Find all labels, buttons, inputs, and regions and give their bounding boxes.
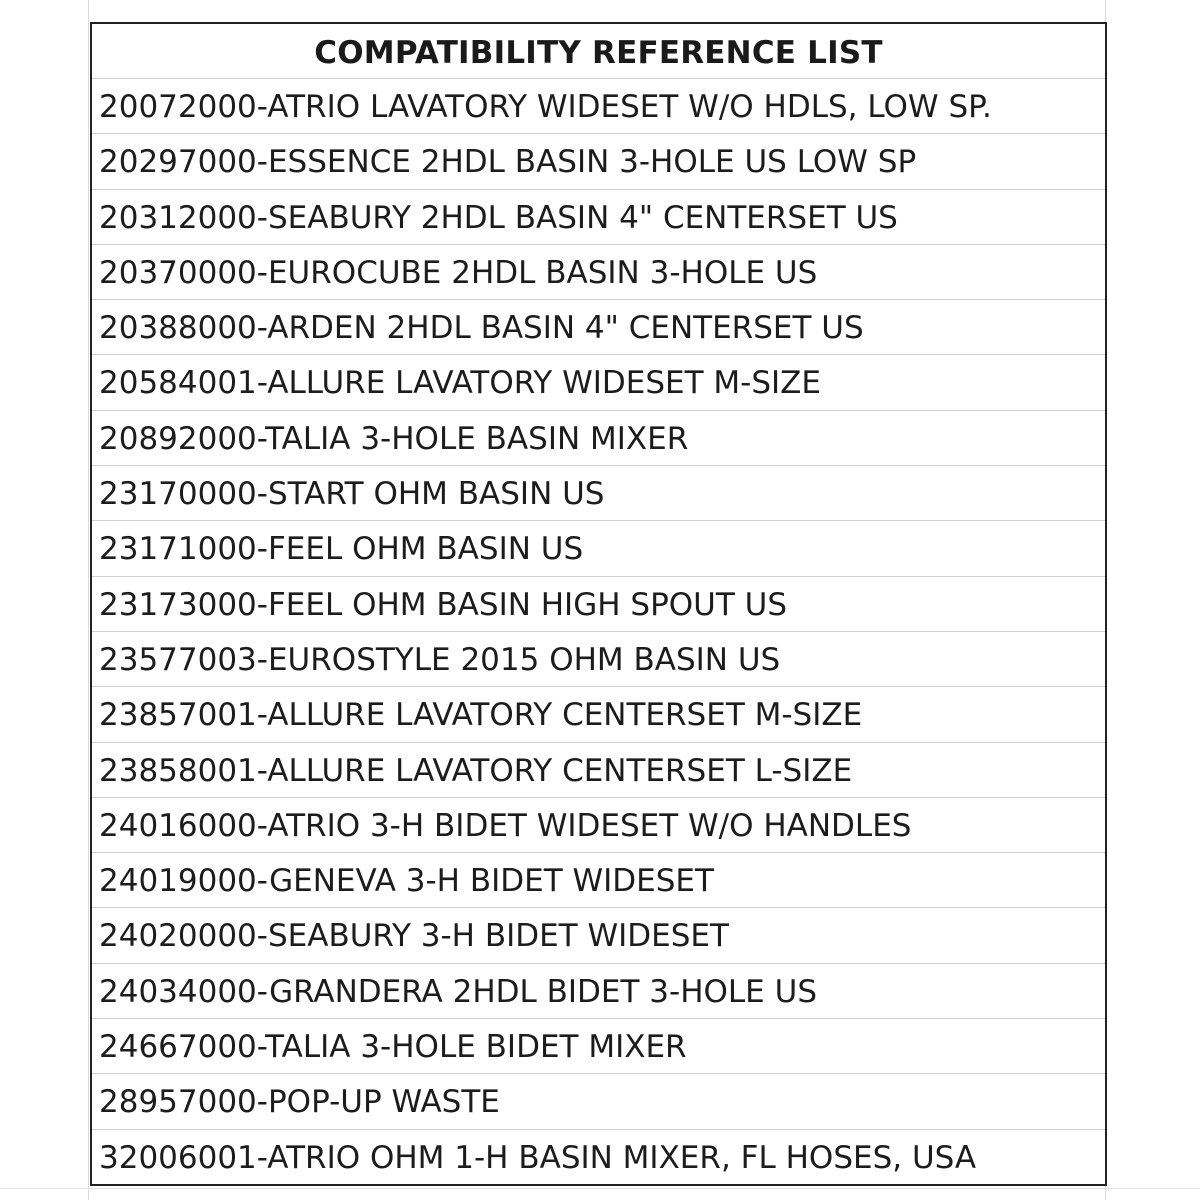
table-row[interactable]: 23173000-FEEL OHM BASIN HIGH SPOUT US [92, 577, 1105, 632]
table-row[interactable]: 28957000-POP-UP WASTE [92, 1074, 1105, 1129]
table-row[interactable]: 23170000-START OHM BASIN US [92, 466, 1105, 521]
table-row[interactable]: 24020000-SEABURY 3-H BIDET WIDESET [92, 908, 1105, 963]
table-row[interactable]: 20297000-ESSENCE 2HDL BASIN 3-HOLE US LOW SP [92, 134, 1105, 189]
table-row[interactable]: 20892000-TALIA 3-HOLE BASIN MIXER [92, 411, 1105, 466]
table-body [92, 79, 1105, 1184]
compatibility-table [90, 22, 1107, 1186]
sheet-gridline [0, 1188, 1200, 1189]
table-title: COMPATIBILITY REFERENCE LIST [92, 24, 1105, 79]
table-row[interactable]: 20312000-SEABURY 2HDL BASIN 4" CENTERSET US [92, 190, 1105, 245]
table-row[interactable]: 24667000-TALIA 3-HOLE BIDET MIXER [92, 1019, 1105, 1074]
table-row[interactable]: 20388000-ARDEN 2HDL BASIN 4" CENTERSET US [92, 300, 1105, 355]
table-row[interactable]: 20370000-EUROCUBE 2HDL BASIN 3-HOLE US [92, 245, 1105, 300]
table-row[interactable]: 23858001-ALLURE LAVATORY CENTERSET L-SIZE [92, 743, 1105, 798]
table-row[interactable]: 23857001-ALLURE LAVATORY CENTERSET M-SIZE [92, 687, 1105, 742]
table-row[interactable]: 24034000-GRANDERA 2HDL BIDET 3-HOLE US [92, 964, 1105, 1019]
table-row[interactable]: 20072000-ATRIO LAVATORY WIDESET W/O HDLS, LOW SP. [92, 79, 1105, 134]
table-row[interactable]: 32006001-ATRIO OHM 1-H BASIN MIXER, FL HOSES, USA [99, 1139, 977, 1176]
table-row[interactable]: 20584001-ALLURE LAVATORY WIDESET M-SIZE [92, 355, 1105, 410]
table-row[interactable]: 23577003-EUROSTYLE 2015 OHM BASIN US [92, 632, 1105, 687]
table-row[interactable]: 24016000-ATRIO 3-H BIDET WIDESET W/O HANDLES [92, 798, 1105, 853]
table-row[interactable]: 24019000-GENEVA 3-H BIDET WIDESET [92, 853, 1105, 908]
sheet-gridline [88, 0, 89, 1200]
table-row[interactable]: 23171000-FEEL OHM BASIN US [92, 521, 1105, 576]
